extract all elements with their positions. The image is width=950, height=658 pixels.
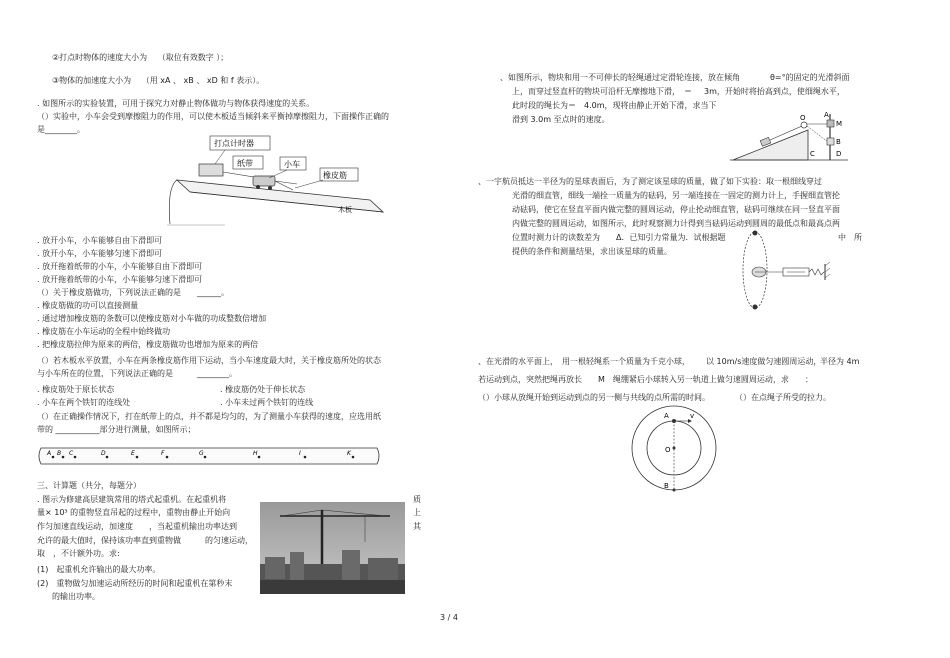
problem-3-line2a: 若运动到点，突然把绳再放长 M 绳绷紧后小球转入另一轨道上做匀速圆周运动，求: [478, 375, 789, 384]
question-speed: ②打点时物体的速度大小为 （取位有效数字 ）；: [52, 53, 229, 62]
tape-dot: [74, 456, 77, 459]
tape-point-label: E: [131, 450, 135, 457]
label-tape: 纸带: [237, 159, 253, 168]
label-rubber: 橡皮筋: [323, 171, 347, 180]
tape-point-label: A: [47, 450, 52, 457]
problem-3-line1c: 半径为 4m: [820, 357, 860, 366]
vertical-circle-figure: [735, 228, 845, 318]
crane-side-1: 质: [413, 495, 421, 504]
tape-point-label: H: [253, 450, 258, 457]
option-2a: . 橡皮筋做的功可以直接测量: [37, 301, 139, 310]
label-timer: 打点计时器: [214, 139, 254, 148]
timer-box: [199, 164, 223, 176]
problem-3-line3a: （）小球从放绳开始到运动到点的另一侧与共线的点所需的时间。: [478, 393, 710, 402]
board-shape: [177, 180, 383, 212]
experiment-intro: . 如图所示的实验装置，可用于探究力对静止物体做功与物体获得速度的关系。: [37, 99, 315, 108]
question-2: （）关于橡皮筋做功，下列说法正确的是 ______。: [37, 288, 229, 297]
label-point-b: B: [664, 482, 669, 490]
crane-side-3: 其: [413, 522, 421, 531]
label-center-o: O: [665, 446, 671, 454]
problem-1-line1b: θ=°的固定的光滑斜面: [770, 73, 850, 82]
option-1c: . 放开拖着纸带的小车，小车能够自由下滑即可: [37, 262, 203, 271]
tape-dot: [52, 456, 55, 459]
tape-point-label: F: [161, 450, 165, 457]
crane-question-2: (2) 重物做匀加速运动所经历的时间和起重机在第秒末: [37, 579, 233, 588]
tape-dot: [258, 456, 261, 459]
tape-point-label: I: [299, 450, 301, 457]
crane-line-3: 作匀加速直线运动，加速度 ，当起重机输出功率达到: [37, 522, 237, 531]
label-a: A: [824, 111, 829, 119]
tape-dot: [166, 456, 169, 459]
problem-3-line2b: ：: [805, 375, 813, 384]
option-2c: . 橡皮筋在小车运动的全程中始终做功: [37, 327, 171, 336]
label-b: B: [836, 138, 841, 146]
problem-2-line1: 、一宇航员抵达一半径为的星球表面后，为了测定该星球的质量，做了如下实验：取一根细线穿过: [478, 177, 822, 186]
problem-3-line1b: 以 10m/s速度做匀速圆周运动，: [706, 357, 822, 366]
tape-dot: [304, 456, 307, 459]
label-c: C: [810, 150, 815, 158]
crane-line-2: 量× 10³ 的重物竖直吊起的过程中，重物由静止开始向: [37, 508, 231, 517]
tape-point-label: B: [57, 450, 62, 457]
option-1b: . 放开小车，小车能够匀速下滑即可: [37, 249, 163, 258]
page-number: 3 / 4: [440, 613, 458, 622]
problem-2-line5a: 位置时测力计的读数差为 Δ．已知引力常量为．试根据题: [512, 233, 726, 242]
cart-shape: [253, 176, 275, 186]
problem-1-line1a: 、如图所示，物块和用一不可伸长的轻绳通过定滑轮连接，放在倾角: [500, 73, 740, 82]
label-velocity: v: [690, 412, 695, 420]
tape-dot: [106, 456, 109, 459]
option-1a: . 放开小车，小车能够自由下滑即可: [37, 236, 163, 245]
crane-side-2: 上: [413, 508, 421, 517]
problem-1-line2a: 上，而穿过竖直杆的物块可沿杆无摩擦地下滑， ＝: [512, 87, 692, 96]
label-point-a: A: [664, 412, 669, 420]
question-3-line1: （）若木板水平放置，小车在两条橡皮筋作用下运动，当小车速度最大时，关于橡皮筋所处的状态: [37, 356, 381, 365]
paper-tape-figure: [37, 442, 382, 470]
option-1d: . 放开拖着纸带的小车，小车能够匀速下滑即可: [37, 275, 203, 284]
crane-line-5: 取 ，不计额外功。求:: [37, 549, 120, 558]
problem-1-line3: 此时段的绳长为＝ 4.0m，现将由静止开始下滑，求当下: [512, 101, 717, 110]
option-3b: . 橡皮筋仍处于伸长状态: [220, 385, 306, 394]
problem-1-line2b: 3m，开始时将抬高到点，使细绳水平，: [704, 87, 845, 96]
apparatus-figure: [165, 132, 390, 230]
problem-2-line6: 提供的条件和测量结果，求出该星球的质量。: [512, 247, 672, 256]
tape-dot: [136, 456, 139, 459]
crane-question-2b: 的输出功率。: [52, 592, 100, 601]
label-m: M: [836, 120, 843, 128]
problem-2-line3: 动砝码，使它在竖直平面内做完整的圆周运动，停止抡动细直管，砝码可继续在同一竖直平面: [512, 205, 840, 214]
question-4-line2: 带的 ___________部分进行测量，如图所示；: [37, 425, 196, 434]
tape-point-label: D: [101, 450, 106, 457]
option-3c: . 小车在两个铁钉的连线处: [37, 398, 131, 407]
problem-1-line4: 滑到 3.0m 至点时的速度。: [512, 115, 610, 124]
option-2b: . 通过增加橡皮筋的条数可以使橡皮筋对小车做的功成整数倍增加: [37, 314, 267, 323]
option-2d: . 把橡皮筋拉伸为原来的两倍，橡皮筋做功也增加为原来的两倍: [37, 340, 259, 349]
question-4-line1: （）在正确操作情况下，打在纸带上的点，并不都是均匀的，为了测量小车获得的速度，应选用纸: [37, 412, 381, 421]
label-cart: 小车: [284, 160, 300, 169]
tape-point-label: C: [69, 450, 74, 457]
problem-2-line2: 光滑的细直管，细线一端拴一质量为的砝码，另一端连接在一固定的测力计上，手握细直管抡: [512, 191, 840, 200]
crane-line-1: . 图示为修建高层建筑常用的塔式起重机。在起重机将: [37, 495, 227, 504]
tape-point-label: G: [199, 450, 204, 457]
problem-3-line1a: 、在光滑的水平面上， 用一根轻绳系一个质量为千克小球，: [478, 357, 690, 366]
tape-dot: [204, 456, 207, 459]
crane-photo: [260, 502, 405, 594]
incline-figure: [728, 108, 853, 168]
experiment-q1-line1: （）实验中，小车会受到摩擦阻力的作用，可以使木板适当倾斜来平衡掉摩擦阻力，下面操作正确的: [37, 112, 389, 121]
crane-question-1: (1) 起重机允许输出的最大功率。: [37, 565, 161, 574]
tape-dot: [352, 456, 355, 459]
crane-line-4: 允许的最大值时，保持该功率直到重物做 的匀速运动，: [37, 536, 253, 545]
option-3a: . 橡皮筋处于原长状态: [37, 385, 115, 394]
question-acceleration: ③物体的加速度大小为 （用 xA 、 xB 、 xD 和 f 表示）。: [52, 76, 265, 85]
label-o: O: [800, 114, 806, 122]
problem-2-line5b: 中 所: [838, 233, 862, 242]
experiment-q1-line2: 是________。: [37, 125, 85, 134]
concentric-circle-figure: [628, 402, 720, 494]
tape-point-label: K: [347, 450, 351, 457]
question-3-line2: 与小车所在的位置，下列说法正确的是 ________。: [37, 369, 237, 378]
problem-2-line4: 内做完整的圆周运动，如图所示，此时观察测力计得到当砝码运动到圆周的最低点和最高点两: [512, 219, 840, 228]
section-3-title: 三、计算题（共分，每题分）: [37, 481, 141, 490]
label-d: D: [836, 150, 842, 158]
problem-3-line3b: （）在点绳子所受的拉力。: [735, 393, 831, 402]
label-board: 木板: [338, 206, 352, 214]
option-3d: . 小车未过两个铁钉的连线: [220, 398, 314, 407]
tape-dot: [62, 456, 65, 459]
